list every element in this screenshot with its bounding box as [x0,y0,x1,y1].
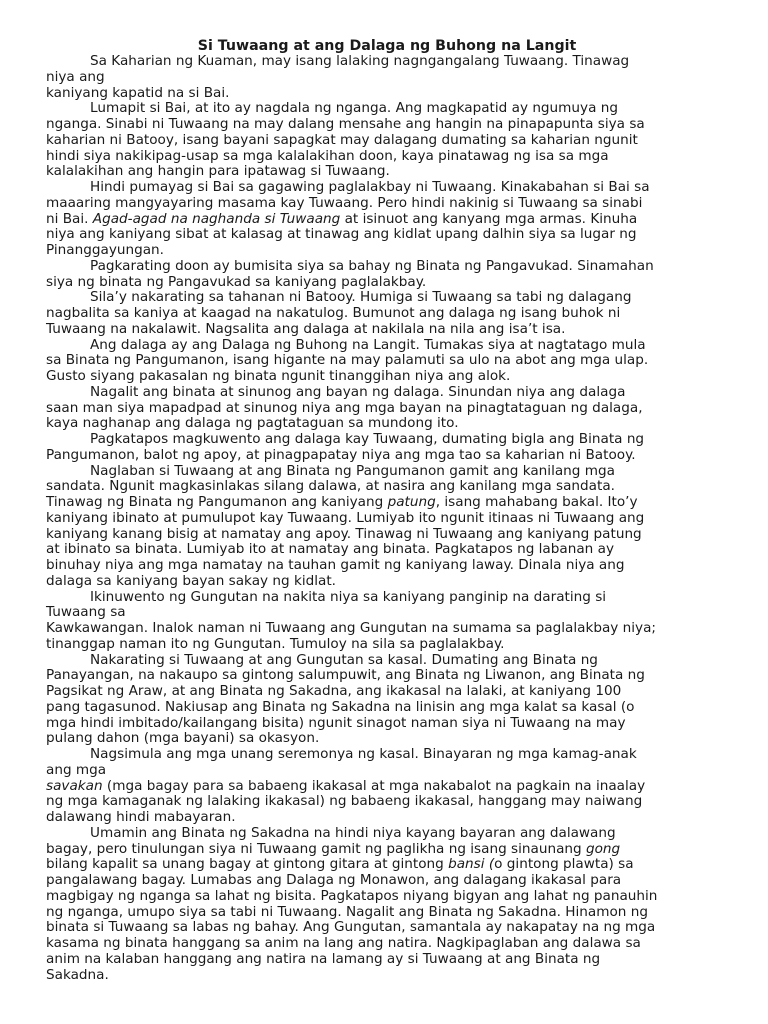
text-line [46,416,728,432]
text-segment: kaharian ni Batooy, isang bayani sapagkat may dalagang dumating sa kaharian ngunit [46,131,638,148]
text-line [46,747,728,763]
text-segment: kaniyang ibinato at pumulupot kay Tuwaang. Lumiyab ito ngunit itinaas ni Tuwaang ang [46,509,645,526]
text-line [46,936,728,952]
text-line [46,968,728,984]
text-line [46,873,728,889]
text-segment: Nagsimula ang mga unang seremonya ng kasal. Binayaran ng mga kamag-anak [90,746,637,762]
text-segment: Panayangan, na nakaupo sa gintong salumpuwit, ang Binata ng Liwanon, ang Binata ng [46,667,645,684]
text-line [46,86,728,102]
text-segment: dalaga sa kaniyang bayan sakay ng kidlat. [46,572,336,589]
text-line [46,212,728,228]
text-segment: (mga bagay para sa babaeng ikakasal at mga nakabalot na pagkain na inaalay [102,777,646,794]
text-line [46,369,728,385]
text-segment: Tinawag ng Binata ng Pangumanon ang kaniyang [46,494,388,510]
italic-text: Agad-agad na naghanda si Tuwaang [92,210,341,227]
text-line [46,716,728,732]
text-segment: sandata. Ngunit magkasinlakas silang dalawa, at nasira ang kanilang mga sandata. [46,478,615,495]
italic-text: patung [387,494,436,510]
text-line [46,621,728,637]
text-line [46,794,728,810]
text-segment: at ibinato sa binata. Lumiyab ito at namatay ang binata. Pagkatapos ng labanan ay [46,541,614,558]
text-line [46,779,728,795]
text-line [46,605,728,621]
text-line [46,590,728,606]
text-line [46,826,728,842]
text-line [46,101,728,117]
text-line [46,653,728,669]
text-segment: Tuwaang na nakalawit. Nagsalita ang dalaga at nakilala na nila ang isa’t isa. [46,320,566,337]
text-line [46,637,728,653]
text-line [46,164,728,180]
text-segment: Naglaban si Tuwaang at ang Binata ng Pangumanon gamit ang kanilang mga [90,462,615,479]
text-line [46,227,728,243]
text-segment: maaaring mangyayaring masama kay Tuwaang. Pero hindi nakinig si Tuwaang sa sinabi [46,194,643,211]
text-line [46,842,728,858]
text-line [46,322,728,338]
text-line [46,810,728,826]
text-segment: Pagsikat ng Araw, at ang Binata ng Sakadna, ang ikakasal na lalaki, at kaniyang 100 [46,683,622,699]
text-line [46,432,728,448]
text-segment: pangalawang bagay. Lumabas ang Dalaga ng Monawon, ang dalagang ikakasal para [46,872,622,888]
text-segment: Umamin ang Binata ng Sakadna na hindi niya kayang bayaran ang dalawang [90,824,616,841]
text-segment: Nakarating si Tuwaang at ang Gungutan sa kasal. Dumating ang Binata ng [90,651,598,668]
text-segment: Hindi pumayag si Bai sa gagawing paglalakbay ni Tuwaang. Kinakabahan si Bai sa [90,179,650,195]
text-line [46,117,728,133]
text-line [46,401,728,417]
text-segment: anim na kalaban hanggang ang natira na lamang ay si Tuwaang at ang Binata ng [46,950,601,967]
text-segment: Pinanggayungan. [46,242,164,258]
text-segment: binata si Tuwaang sa labas ng bahay. Ang Gungutan, samantala ay nakapatay na ng mga [46,919,656,936]
text-segment: Lumapit si Bai, at ito ay nagdala ng nganga. Ang magkapatid ay ngumuya ng [90,100,618,117]
text-segment: saan man siya mapadpad at sinunog niya ang mga bayan na pinagtataguan ng dalaga, [46,399,643,416]
text-line [46,700,728,716]
text-line [46,196,728,212]
text-line [46,180,728,196]
text-segment: nagbalita sa kaniya at kaagad na nakatulog. Bumunot ang dalaga ng isang buhok ni [46,305,621,321]
text-segment: kaniyang kanang bisig at namatay ang apoy. Tinawag ni Tuwaang ang kaniyang patung [46,525,642,542]
text-segment: Ikinuwento ng Gungutan na nakita niya sa kaniyang panginip na darating si [90,588,607,605]
text-segment: , isang mahabang bakal. Ito’y [435,494,638,510]
text-segment: magbigay ng nganga sa lahat ng bisita. Pagkatapos niyang bigyan ang lahat ng panauhin [46,887,658,904]
text-line [46,306,728,322]
text-line [46,495,728,511]
text-line [46,558,728,574]
text-segment: kaya naghanap ang dalaga ng pagtataguan sa mundong ito. [46,415,459,432]
text-segment: ng mga kamaganak ng lalaking ikakasal) ng babaeng ikakasal, hanggang may naiwang [46,793,643,810]
text-line [46,542,728,558]
text-segment: Gusto siyang pakasalan ng binata ngunit tinanggihan niya ang alok. [46,368,511,384]
text-segment: kasama ng binata hanggang sa anim na lang ang natira. Nagkipaglaban ang dalawa sa [46,935,641,951]
text-line [46,684,728,700]
text-line [46,511,728,527]
text-segment: bilang kapalit sa unang bagay at gintong gitara at gintong [46,856,449,873]
text-segment: mga hindi imbitado/kailangang bisita) ngunit sinagot naman siya ni Tuwaang na may [46,714,626,731]
text-segment: Nagalit ang binata at sinunog ang bayan ng dalaga. Sinundan niya ang dalaga [90,383,626,400]
text-segment: o gintong plawta) sa [494,856,634,873]
text-line [46,763,728,779]
text-line [46,133,728,149]
text-segment: Pagkarating doon ay bumisita siya sa bahay ng Binata ng Pangavukad. Sinamahan [90,257,654,274]
text-line [46,527,728,543]
text-line [46,857,728,873]
text-segment: binuhay niya ang mga namatay na tauhan gamit ng kaniyang laway. Dinala niya ang [46,557,625,573]
text-segment: Tuwaang sa [46,604,126,621]
text-line [46,243,728,259]
text-line [46,905,728,921]
text-segment: Pagkatapos magkuwento ang dalaga kay Tuwaang, dumating bigla ang Binata ng [90,431,645,447]
text-line [46,464,728,480]
text-line [46,731,728,747]
text-segment: sa Binata ng Pangumanon, isang higante na may palamuti sa ulo na abot ang mga ulap. [46,352,649,369]
text-segment: ni Bai. [46,210,93,227]
text-segment: Sakadna. [46,966,109,983]
text-line [46,574,728,590]
text-segment: siya ng binata ng Pangavukad sa kaniyang paglalakbay. [46,273,427,290]
text-segment: bagay, pero tinulungan siya ni Tuwaang gamit ng paglikha ng isang sinaunang [46,840,586,857]
text-line [46,149,728,165]
text-segment: Kawkawangan. Inalok naman ni Tuwaang ang Gungutan na sumama sa paglalakbay niya; [46,620,656,636]
text-line [46,353,728,369]
text-segment: pulang dahon (mga bayani) sa okasyon. [46,730,320,747]
text-line [46,338,728,354]
italic-text: gong [585,840,621,857]
text-segment: niya ang kaniyang sibat at kalasag at tinawag ang kidlat upang dalhin siya sa lugar ng [46,226,637,243]
text-segment: Sa Kaharian ng Kuaman, may isang lalaking nagngangalang Tuwaang. Tinawag [90,53,630,69]
text-segment: hindi siya nakikipag-usap sa mga kalalakihan doon, kaya pinatawag ng isa sa mga [46,147,609,164]
text-segment: niya ang [46,68,105,85]
italic-text: savakan [46,777,103,794]
text-segment: pang tagasunod. Nakiusap ang Binata ng Sakadna na linisin ang mga kalat sa kasal (o [46,698,635,715]
text-segment: kaniyang kapatid na si Bai. [46,84,230,101]
text-line [46,275,728,291]
text-segment: Pangumanon, balot ng apoy, at pinagpapatay niya ang mga tao sa kaharian ni Batooy. [46,446,636,463]
text-segment: ang mga [46,761,107,778]
text-line [46,259,728,275]
text-line [46,668,728,684]
text-segment: ng nganga, umupo siya sa tabi ni Tuwaang. Nagalit ang Binata ng Sakadna. Hinamon ng [46,903,648,920]
text-line [46,70,728,86]
text-line [46,290,728,306]
text-line [46,889,728,905]
document-body [46,54,728,983]
italic-text: bansi ( [448,856,495,873]
text-line [46,54,728,70]
text-line [46,385,728,401]
text-segment: Sila’y nakarating sa tahanan ni Batooy. Humiga si Tuwaang sa tabi ng dalagang [90,289,632,306]
text-segment: at isinuot ang kanyang mga armas. Kinuha [340,210,638,227]
text-line [46,952,728,968]
text-segment: nganga. Sinabi ni Tuwaang na may dalang mensahe ang hangin na pinapapunta siya sa [46,116,645,132]
text-segment: Ang dalaga ay ang Dalaga ng Buhong na Langit. Tumakas siya at nagtatago mula [90,336,646,353]
text-line [46,479,728,495]
text-segment: kalalakihan ang hangin para ipatawag si Tuwaang. [46,163,390,180]
document-title: Si Tuwaang at ang Dalaga ng Buhong na Langit [197,38,577,54]
text-line [46,920,728,936]
text-segment: tinanggap naman ito ng Gungutan. Tumuloy na sila sa paglalakbay. [46,635,505,652]
text-line [46,448,728,464]
text-segment: dalawang hindi mabayaran. [46,809,236,825]
